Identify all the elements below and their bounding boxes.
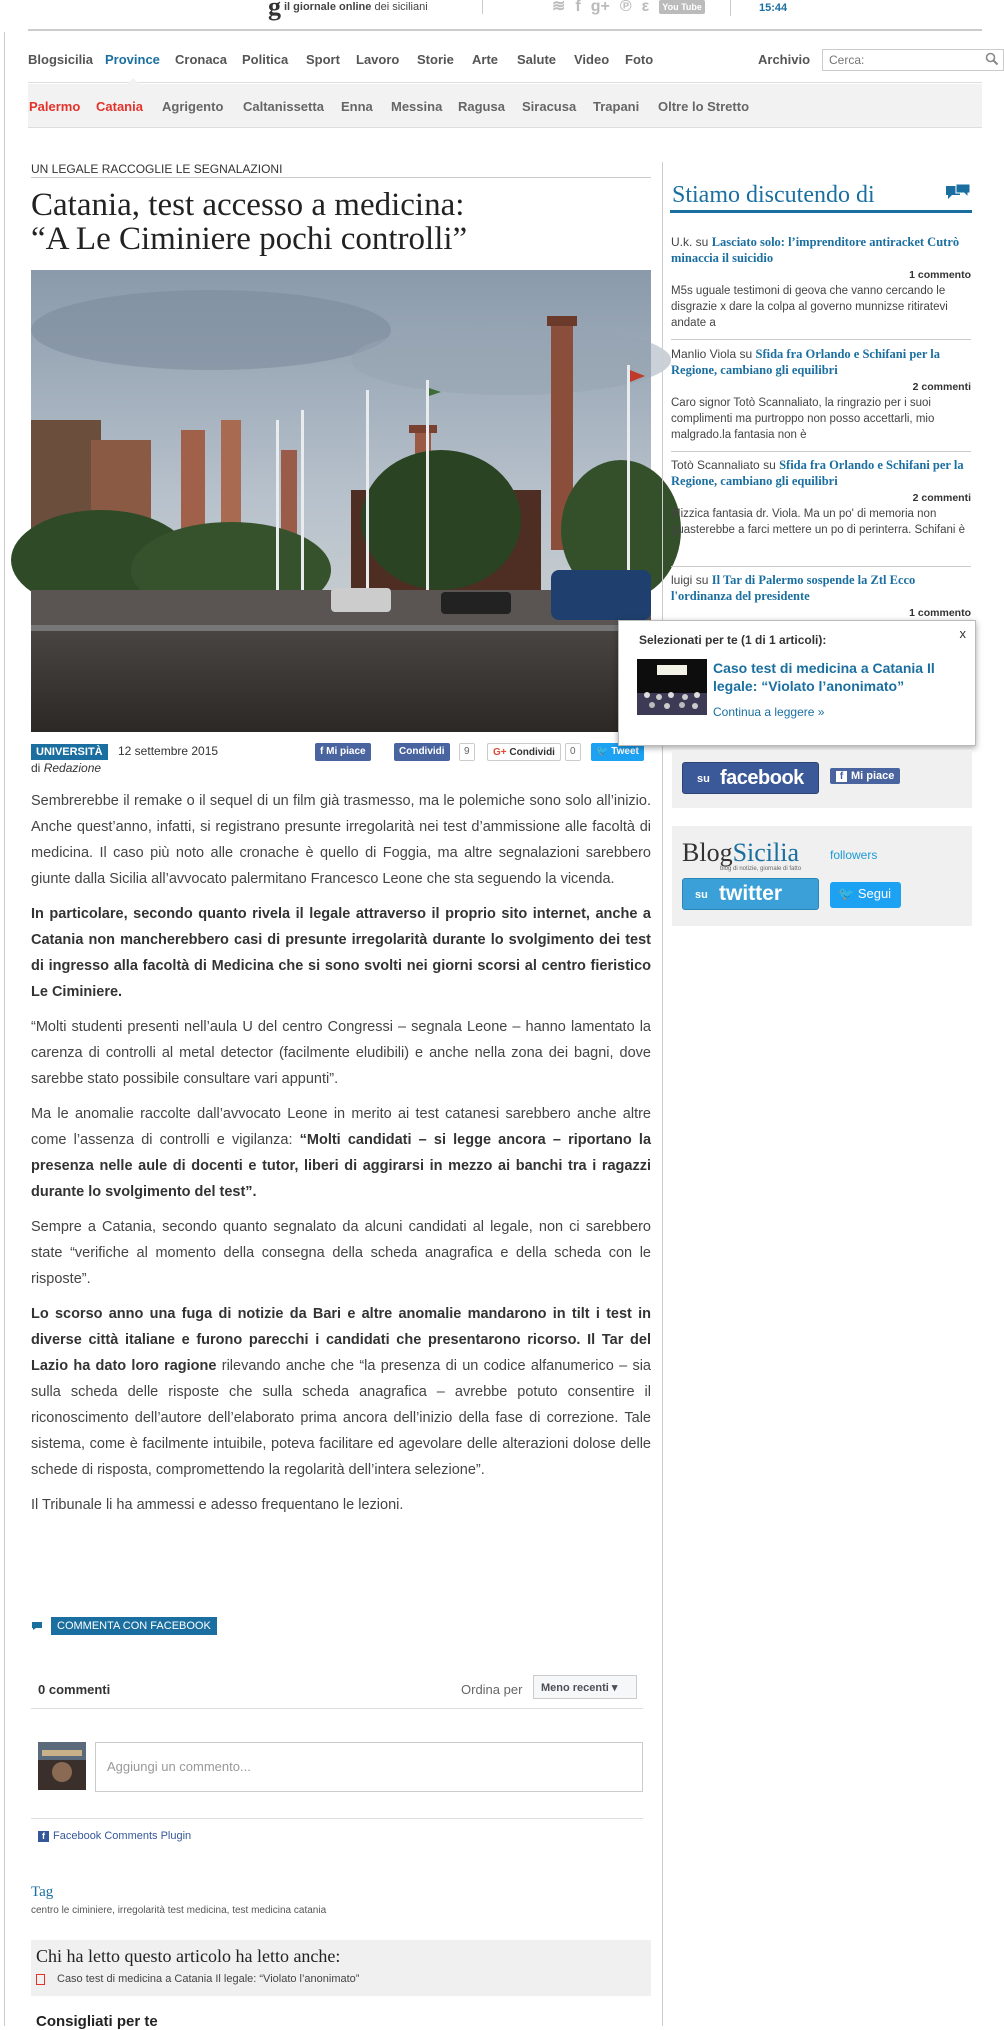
- page-left-border: [4, 0, 5, 2026]
- paragraph: Lo scorso anno una fuga di notizie da Bari e altre anomalie mandarono in tilt i test in diverse città italiane e furono parecchi i candidati che presentarono ricorso. Il Tar del Lazio ha dato loro ragione rilevando anche che “la presenza di un codice alfanumerico – sia sulla scheda delle risposte che sulla scheda anagrafica – avrebbe potuto consentire il riconoscimento dell’autore dell’elaborato prima ancora dell’inizio della fase di correzione. Tale sistema, come è facilmente intuibile, poteva facilitare ed agevolare delle alterazioni dolose delle schede di risposta, compromettendo la regolarità dell’intera selezione”.: [31, 1306, 651, 1478]
- province-messina[interactable]: Messina: [391, 99, 443, 114]
- article-photo: [31, 270, 651, 732]
- facebook-like-button[interactable]: f Mi piace: [830, 768, 900, 784]
- google-plus-icon: G+: [493, 747, 510, 758]
- twitter-follow-button[interactable]: su twitter: [682, 878, 819, 910]
- discussion-item: Totò Scannaliato su Sfida fra Orlando e Schifani per la Regione, cambiano gli equilibri 2 commenti Mizzica fantasia dr. Viola. Ma un po' di memoria non guasterebbe a farci mettere un po di perinterra. Schifani è: [671, 458, 971, 536]
- search-box: [822, 49, 1004, 71]
- nav-separator: [28, 82, 982, 83]
- article-title: [31, 188, 651, 256]
- discussion-link[interactable]: Sfida fra Orlando e Schifani per la Regione, cambiano gli equilibri: [671, 347, 941, 377]
- site-tagline: il giornale online dei siciliani: [284, 1, 428, 13]
- linkedin-icon[interactable]: ε: [641, 0, 650, 15]
- nav-active-pointer: [126, 78, 140, 85]
- sidebar-border: [662, 162, 663, 2026]
- top-bar: [0, 0, 982, 32]
- nav-item-salute[interactable]: Salute: [517, 52, 557, 67]
- twitter-bird-icon: 🐦: [596, 746, 612, 757]
- article-body: [31, 788, 651, 1527]
- comment-count: 2 commenti: [912, 381, 971, 393]
- pinterest-icon[interactable]: ℗: [619, 0, 632, 15]
- nav-item-politica[interactable]: Politica: [242, 52, 289, 67]
- site-logo[interactable]: g: [268, 0, 281, 21]
- province-siracusa[interactable]: Siracusa: [522, 99, 577, 114]
- popup-article-title[interactable]: Caso test di medicina a Catania Il legale: “Violato l’anonimato”: [713, 660, 935, 694]
- divider: [671, 451, 971, 452]
- province-trapani[interactable]: Trapani: [593, 99, 640, 114]
- divider: [31, 1708, 643, 1709]
- selected-for-you-popup: [618, 620, 976, 746]
- article-kicker: UN LEGALE RACCOGLIE LE SEGNALAZIONI: [31, 162, 283, 176]
- paragraph: Il Tribunale li ha ammessi e adesso frequentano le lezioni.: [31, 1497, 404, 1513]
- clock: 15:44: [759, 2, 788, 14]
- comment-count: 1 commento: [909, 607, 971, 619]
- discussion-item: luigi su Il Tar di Palermo sospende la Ztl Ecco l'ordinanza del presidente 1 commento: [671, 573, 971, 619]
- close-icon[interactable]: x: [959, 626, 966, 641]
- gplus-count: 0: [565, 743, 581, 761]
- paragraph: “Molti studenti presenti nell’aula U del centro Congressi – segnala Leone – hanno lamentato la carenza di controlli al metal detector (facilmente eludibili) e anche nella zona dei bagni, dove sarebbe stato possibile consultare vari appunti”.: [31, 1019, 651, 1087]
- search-icon[interactable]: [985, 52, 999, 66]
- province-ragusa[interactable]: Ragusa: [458, 99, 505, 114]
- nav-item-lavoro[interactable]: Lavoro: [356, 52, 400, 67]
- sidebar-rule: [670, 210, 972, 213]
- twitter-box: [672, 826, 972, 926]
- discussion-item: Manlio Viola su Sfida fra Orlando e Schifani per la Regione, cambiano gli equilibri 2 commenti Caro signor Totò Scannaliato, la ringrazio per i suoi complimenti ma purtroppo non posso accettarli, mio malgrado.la fantasia non è: [671, 347, 971, 441]
- article-title-line1: Catania, test accesso a medicina:: [31, 187, 465, 223]
- nav-item-blogsicilia[interactable]: Blogsicilia: [28, 52, 94, 67]
- province-caltanissetta[interactable]: Caltanissetta: [243, 99, 324, 114]
- discussion-item: U.k. su Lasciato solo: l’imprenditore antiracket Cutrò minaccia il suicidio 1 commento M5s uguale testimoni di geova che vanno cercando le disgrazie x dare la colpa al governo munnizse ritiratevi andate a: [671, 235, 971, 329]
- facebook-box: [672, 750, 972, 808]
- tweet-button[interactable]: 🐦 Tweet: [591, 743, 644, 761]
- also-read-item[interactable]: Caso test di medicina a Catania Il legale: “Violato l’anonimato”: [36, 1973, 359, 1985]
- discussion-link[interactable]: Sfida fra Orlando e Schifani per la Regione, cambiano gli equilibri: [671, 458, 964, 488]
- also-read-title: Chi ha letto questo articolo ha letto anche:: [36, 1946, 341, 1966]
- divider: [671, 566, 971, 567]
- province-agrigento[interactable]: Agrigento: [162, 99, 224, 114]
- comment-excerpt: Mizzica fantasia dr. Viola. Ma un po' di memoria non guasterebbe a farci mettere un po di perinterra. Schifani è: [671, 508, 966, 536]
- youtube-icon[interactable]: You Tube: [659, 0, 705, 14]
- article-meta: [31, 743, 651, 773]
- discussion-link[interactable]: Lasciato solo: l’imprenditore antiracket Cutrò minaccia il suicidio: [671, 235, 960, 265]
- divider: [31, 1818, 643, 1819]
- search-input[interactable]: [823, 50, 973, 70]
- facebook-icon: f: [836, 771, 847, 782]
- category-badge[interactable]: UNIVERSITÀ: [31, 744, 108, 760]
- sort-label: Ordina per: [461, 1682, 523, 1697]
- facebook-share-button[interactable]: Condividi: [394, 743, 450, 761]
- sort-select[interactable]: Meno recenti ▾: [533, 1675, 637, 1699]
- nav-item-archivio[interactable]: Archivio: [758, 52, 811, 67]
- discussion-link[interactable]: Il Tar di Palermo sospende la Ztl Ecco l'ordinanza del presidente: [671, 573, 916, 603]
- clock-separator: [730, 0, 731, 16]
- paragraph: Sempre a Catania, secondo quanto segnalato da alcuni candidati al legale, non ci sarebbero state “verifiche al momento della consegna della scheda anagrafica e della scheda con le risposte”.: [31, 1219, 651, 1287]
- comment-count: 2 commenti: [912, 492, 971, 504]
- recommended-title: Consigliati per te: [36, 2013, 158, 2030]
- divider: [671, 339, 971, 340]
- article-date: 12 settembre 2015: [118, 744, 219, 758]
- share-count: 9: [459, 743, 475, 761]
- nav-item-province[interactable]: Province: [105, 52, 160, 67]
- rss-icon[interactable]: ≋: [552, 0, 566, 15]
- comment-input[interactable]: Aggiungi un commento...: [95, 1742, 643, 1792]
- paragraph: Sembrerebbe il remake o il sequel di un film già trasmesso, ma le polemiche sono solo all’inizio. Anche quest’anno, infatti, si registrano presunte irregolarità nei test d’ammissione alle facoltà di medicina. Il caso più noto alle cronache è quello di Foggia, ma altre segnalazioni sarebbero giunte dalla Sicilia all’avvocato palermitano Francesco Leone che sta seguendo la vicenda.: [31, 793, 651, 887]
- facebook-comments-plugin-link[interactable]: f Facebook Comments Plugin: [38, 1830, 191, 1842]
- comment-excerpt: Caro signor Totò Scannaliato, la ringrazio per i suoi complimenti ma purtroppo non posso accettarli, mio malgrado.la fantasia non è: [671, 397, 935, 441]
- nav-item-arte[interactable]: Arte: [472, 52, 499, 67]
- discussion-icon: [944, 182, 972, 204]
- article-title-line2: “A Le Ciminiere pochi controlli”: [31, 221, 468, 257]
- continue-reading-link[interactable]: Continua a leggere »: [713, 705, 825, 719]
- province-oltre-lo-stretto[interactable]: Oltre lo Stretto: [658, 99, 750, 114]
- province-enna[interactable]: Enna: [341, 99, 373, 114]
- nav-item-foto[interactable]: Foto: [625, 52, 654, 67]
- facebook-follow-button[interactable]: su facebook: [682, 762, 819, 794]
- followers-label: followers: [830, 848, 878, 862]
- avatar: [38, 1742, 86, 1790]
- nav-item-cronaca[interactable]: Cronaca: [175, 52, 228, 67]
- blogsicilia-logo-subtitle: blog di notizie, giornale di fatto: [720, 866, 802, 872]
- top-rule: [28, 29, 982, 31]
- facebook-icon: f: [320, 746, 327, 757]
- chevron-down-icon: ▾: [611, 1682, 618, 1694]
- primary-nav: [28, 44, 982, 80]
- blogsicilia-logo: BlogSicilia: [682, 838, 800, 867]
- nav-item-video[interactable]: Video: [574, 52, 610, 67]
- twitter-bird-icon: 🐦: [838, 886, 858, 901]
- paragraph: Ma le anomalie raccolte dall’avvocato Leone in merito ai test catanesi sarebbero anche altre come l’assenza di controlli e vigilanza: “Molti candidati – si legge ancora – riportano la presenza nelle aule di docenti e tutor, liberi di aggirarsi in mezzo ai banchi tra i ragazzi durante lo svolgimento del test”.: [31, 1106, 652, 1200]
- comments-count: 0 commenti: [38, 1682, 111, 1697]
- nav-item-sport[interactable]: Sport: [306, 52, 340, 67]
- social-links: [552, 0, 705, 18]
- twitter-segui-button[interactable]: 🐦 Segui: [830, 882, 901, 908]
- document-icon: [36, 1974, 45, 1985]
- comment-count: 1 commento: [909, 269, 971, 281]
- also-read-box: [31, 1940, 651, 1996]
- facebook-like-button[interactable]: f Mi piace: [315, 743, 371, 761]
- tags-list[interactable]: centro le ciminiere, irregolarità test medicina, test medicina catania: [31, 1905, 327, 1916]
- tags-title: Tag: [31, 1884, 54, 1900]
- kicker-rule: [31, 177, 651, 178]
- popup-heading: Selezionati per te (1 di 1 articoli):: [639, 633, 827, 647]
- comment-excerpt: M5s uguale testimoni di geova che vanno cercando le disgrazie x dare la colpa al governo munnizse ritiratevi andate a: [671, 285, 948, 329]
- province-nav: [28, 84, 982, 128]
- google-plus-share-button[interactable]: G+ Condividi: [487, 743, 561, 761]
- paragraph: In particolare, secondo quanto rivela il legale attraverso il proprio sito internet, anche a Catania non mancherebbero casi di presunte irregolarità durante lo svolgimento dei test di ingresso alla facoltà di Medicina che si sono svolti nei giorni scorsi al centro fieristico Le Ciminiere.: [31, 906, 651, 1000]
- facebook-icon[interactable]: f: [575, 0, 581, 15]
- comment-facebook-button[interactable]: COMMENTA CON FACEBOOK: [51, 1617, 217, 1635]
- top-separator: [482, 0, 483, 14]
- province-palermo[interactable]: Palermo: [29, 99, 81, 114]
- popup-thumbnail[interactable]: [637, 659, 707, 715]
- google-plus-icon[interactable]: g+: [590, 0, 610, 15]
- facebook-icon: f: [38, 1831, 49, 1842]
- comment-icon: [31, 1621, 43, 1631]
- province-catania[interactable]: Catania: [96, 99, 143, 114]
- article-author: di Redazione: [31, 761, 102, 775]
- sidebar-title: Stiamo discutendo di: [672, 182, 875, 208]
- nav-item-storie[interactable]: Storie: [417, 52, 454, 67]
